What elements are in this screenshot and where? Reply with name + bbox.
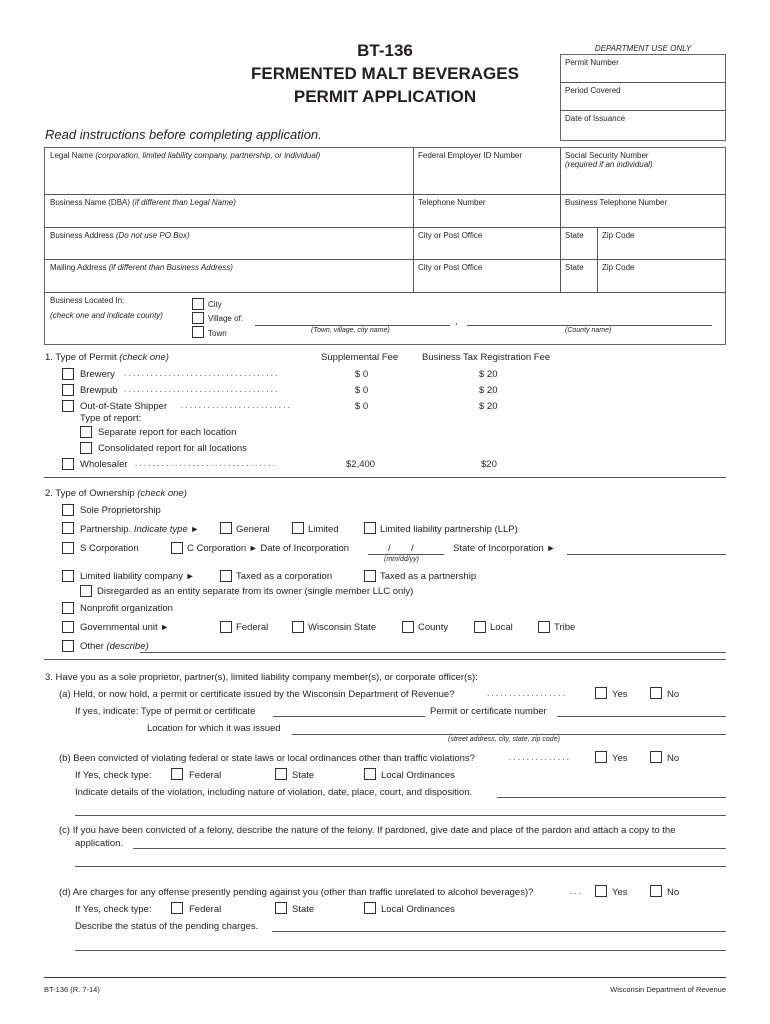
municipality-input[interactable] <box>255 325 450 326</box>
mailing-address-field[interactable]: Mailing Address (if different than Business Address) <box>50 263 233 272</box>
brewpub-dots: . . . . . . . . . . . . . . . . . . . . . . . . . . . . . . . . . . . <box>124 385 278 394</box>
s3a-dots: . . . . . . . . . . . . . . . . . . <box>487 689 565 698</box>
other-input[interactable] <box>140 652 726 653</box>
limited-checkbox[interactable] <box>292 522 304 534</box>
located-note: (check one and indicate county) <box>50 311 163 320</box>
instructions: Read instructions before completing application. <box>45 127 322 142</box>
form-title-line1: FERMENTED MALT BEVERAGES <box>251 64 519 83</box>
s3b-no-label: No <box>667 753 680 764</box>
divider <box>44 659 726 660</box>
s3b-dots: . . . . . . . . . . . . . . <box>509 753 570 762</box>
brewery-dots: . . . . . . . . . . . . . . . . . . . . . . . . . . . . . . . . . . . <box>124 369 278 378</box>
pending-charges-input-2[interactable] <box>75 950 726 951</box>
separate-report-label: Separate report for each location <box>98 427 237 438</box>
village-checkbox[interactable] <box>192 312 204 324</box>
wholesaler-label: Wholesaler <box>80 459 128 470</box>
taxed-part-checkbox[interactable] <box>364 570 376 582</box>
s3d-question: (d) Are charges for any offense presently pending against you (other than traffic unrelated to alcohol beverages)? <box>59 887 534 898</box>
county-checkbox[interactable] <box>402 621 414 633</box>
consolidated-report-checkbox[interactable] <box>80 442 92 454</box>
town-label: Town <box>208 329 227 338</box>
s3d-dots: . . . <box>570 887 582 896</box>
s3-question: 3. Have you as a sole proprietor, partner(s), limited liability company member(s), or corporate officer(s): <box>45 672 478 683</box>
s3b-state-checkbox[interactable] <box>275 768 287 780</box>
s3d-federal-label: Federal <box>189 904 222 915</box>
taxed-part-label: Taxed as a partnership <box>380 571 477 582</box>
oos-supp-fee: $ 0 <box>355 401 369 412</box>
s3a-question: (a) Held, or now hold, a permit or certificate issued by the Wisconsin Department of Revenue? <box>59 689 455 700</box>
date-issuance-label: Date of Issuance <box>565 114 626 123</box>
s3b-no-checkbox[interactable] <box>650 751 662 763</box>
s3d-no-checkbox[interactable] <box>650 885 662 897</box>
tribe-checkbox[interactable] <box>538 621 550 633</box>
general-label: General <box>236 524 270 535</box>
s3b-federal-checkbox[interactable] <box>171 768 183 780</box>
wisconsin-state-checkbox[interactable] <box>292 621 304 633</box>
state-inc-label: State of Incorporation ► <box>453 543 556 554</box>
wisconsin-state-label: Wisconsin State <box>308 622 377 633</box>
c-corp-checkbox[interactable] <box>171 542 183 554</box>
pending-charges-input[interactable] <box>272 931 726 932</box>
general-checkbox[interactable] <box>220 522 232 534</box>
s3b-check-type-label: If Yes, check type: <box>75 770 152 781</box>
mailing-city-field[interactable]: City or Post Office <box>418 263 483 272</box>
local-label: Local <box>490 622 513 633</box>
permit-number-label: Permit Number <box>565 58 619 67</box>
permit-type-label: If yes, indicate: Type of permit or certificate <box>75 706 256 717</box>
disregarded-checkbox[interactable] <box>80 585 92 597</box>
s-corp-checkbox[interactable] <box>62 542 74 554</box>
footer-divider <box>44 977 726 978</box>
llp-label: Limited liability partnership (LLP) <box>380 524 518 535</box>
s3d-no-label: No <box>667 887 680 898</box>
s3a-no-checkbox[interactable] <box>650 687 662 699</box>
county-label: County <box>418 622 449 633</box>
dept-use-box <box>560 54 726 141</box>
consolidated-report-label: Consolidated report for all locations <box>98 443 247 454</box>
s3b-local-checkbox[interactable] <box>364 768 376 780</box>
period-covered-label: Period Covered <box>565 86 621 95</box>
mailing-state-field[interactable]: State <box>565 263 584 272</box>
permit-number-field-label: Permit or certificate number <box>430 706 547 717</box>
oos-checkbox[interactable] <box>62 400 74 412</box>
s3b-federal-label: Federal <box>189 770 222 781</box>
wholesaler-dots: . . . . . . . . . . . . . . . . . . . . . . . . . . . . . . . . <box>135 459 276 468</box>
telephone-field[interactable]: Telephone Number <box>418 198 486 207</box>
brewery-checkbox[interactable] <box>62 368 74 380</box>
legal-name-field[interactable]: Legal Name (corporation, limited liability company, partnership, or individual) <box>50 151 321 160</box>
wholesaler-checkbox[interactable] <box>62 458 74 470</box>
s3a-yes-label: Yes <box>612 689 628 700</box>
s1-title: 1. Type of Permit (check one) <box>45 352 169 363</box>
oos-dots: . . . . . . . . . . . . . . . . . . . . . . . . . <box>181 401 290 410</box>
brewpub-label: Brewpub <box>80 385 118 396</box>
s3b-yes-checkbox[interactable] <box>595 751 607 763</box>
dept-use-title: DEPARTMENT USE ONLY <box>594 44 692 53</box>
s3c-question: (c) If you have been convicted of a felony, describe the nature of the felony. If pardoned, give date and place of the pardon and attach a copy to the <box>59 825 676 836</box>
s3b-question: (b) Been convicted of violating federal or state laws or local ordinances other than traffic violations? <box>59 753 475 764</box>
llp-checkbox[interactable] <box>364 522 376 534</box>
nonprofit-checkbox[interactable] <box>62 602 74 614</box>
s3d-state-label: State <box>292 904 315 915</box>
business-city-field[interactable]: City or Post Office <box>418 231 483 240</box>
s3d-check-type-label: If Yes, check type: <box>75 904 152 915</box>
llc-label: Limited liability company ► <box>80 571 195 582</box>
business-zip-field[interactable]: Zip Code <box>602 231 635 240</box>
sole-label: Sole Proprietorship <box>80 505 161 516</box>
county-caption: (County name) <box>565 327 612 334</box>
city-label: City <box>208 300 222 309</box>
business-telephone-field[interactable]: Business Telephone Number <box>565 198 668 207</box>
c-corp-label: C Corporation ► Date of Incorporation <box>187 543 350 554</box>
s3c-question-cont: application. <box>75 838 124 849</box>
mailing-zip-field[interactable]: Zip Code <box>602 263 635 272</box>
city-checkbox[interactable] <box>192 298 204 310</box>
sole-checkbox[interactable] <box>62 504 74 516</box>
brewpub-btr-fee: $ 20 <box>479 385 498 396</box>
separate-report-checkbox[interactable] <box>80 426 92 438</box>
permit-type-input[interactable] <box>273 716 425 717</box>
oos-btr-fee: $ 20 <box>479 401 498 412</box>
s-corp-label: S Corporation <box>80 543 139 554</box>
mmddyy-caption: (mm/dd/yy) <box>384 556 419 563</box>
s3d-federal-checkbox[interactable] <box>171 902 183 914</box>
s3b-local-label: Local Ordinances <box>381 770 455 781</box>
s3a-no-label: No <box>667 689 680 700</box>
date-slash-1: / <box>388 543 391 554</box>
s2-title: 2. Type of Ownership (check one) <box>45 488 187 499</box>
felony-input-2[interactable] <box>75 866 726 867</box>
disregarded-label: Disregarded as an entity separate from its owner (single member LLC only) <box>97 586 414 597</box>
violation-details-label: Indicate details of the violation, including nature of violation, date, place, court, and disposition. <box>75 787 473 798</box>
s3a-yes-checkbox[interactable] <box>595 687 607 699</box>
wholesaler-btr-fee: $20 <box>481 459 497 470</box>
ssn-field[interactable]: Social Security Number <box>565 151 649 160</box>
town-checkbox[interactable] <box>192 326 204 338</box>
supp-fee-header: Supplemental Fee <box>321 352 399 363</box>
gov-checkbox[interactable] <box>62 621 74 633</box>
taxed-corp-checkbox[interactable] <box>220 570 232 582</box>
gov-label: Governmental unit ► <box>80 622 170 633</box>
brewery-btr-fee: $ 20 <box>479 369 498 380</box>
s3d-state-checkbox[interactable] <box>275 902 287 914</box>
local-checkbox[interactable] <box>474 621 486 633</box>
s3d-yes-label: Yes <box>612 887 628 898</box>
s3d-yes-checkbox[interactable] <box>595 885 607 897</box>
state-inc-input[interactable] <box>567 554 726 555</box>
btr-fee-header: Business Tax Registration Fee <box>422 352 551 363</box>
partnership-label: Partnership. Indicate type ► <box>80 524 200 535</box>
footer-form-rev: BT-136 (R. 7-14) <box>44 985 100 994</box>
gov-federal-label: Federal <box>236 622 269 633</box>
s3d-local-checkbox[interactable] <box>364 902 376 914</box>
other-checkbox[interactable] <box>62 640 74 652</box>
oos-label: Out-of-State Shipper <box>80 401 168 412</box>
date-inc-input[interactable] <box>368 554 444 555</box>
business-state-field[interactable]: State <box>565 231 584 240</box>
s3d-local-label: Local Ordinances <box>381 904 455 915</box>
s3b-yes-label: Yes <box>612 753 628 764</box>
form-id: BT-136 <box>357 41 413 60</box>
address-caption: (street address, city, state, zip code) <box>448 736 560 743</box>
violation-details-input[interactable] <box>497 797 726 798</box>
town-caption: (Town, village, city name) <box>311 327 390 334</box>
taxed-corp-label: Taxed as a corporation <box>236 571 333 582</box>
comma: , <box>455 316 458 327</box>
permit-number-input[interactable] <box>557 716 726 717</box>
location-input[interactable] <box>292 734 726 735</box>
nonprofit-label: Nonprofit organization <box>80 603 173 614</box>
gov-federal-checkbox[interactable] <box>220 621 232 633</box>
brewpub-supp-fee: $ 0 <box>355 385 369 396</box>
form-title-line2: PERMIT APPLICATION <box>293 87 477 106</box>
dba-field[interactable]: Business Name (DBA) (if different than Legal Name) <box>50 198 236 207</box>
business-address-field[interactable]: Business Address (Do not use PO Box) <box>50 231 190 240</box>
divider <box>44 477 726 478</box>
ssn-note: (required if an individual) <box>565 160 653 169</box>
type-report-label: Type of report: <box>80 413 142 424</box>
county-input[interactable] <box>467 325 712 326</box>
felony-input[interactable] <box>133 848 726 849</box>
fein-field[interactable]: Federal Employer ID Number <box>418 151 523 160</box>
violation-details-input-2[interactable] <box>75 815 726 816</box>
located-in-label: Business Located In: <box>50 296 125 305</box>
footer-dept: Wisconsin Department of Revenue <box>610 985 726 994</box>
village-label: Village of: <box>208 314 243 323</box>
limited-label: Limited <box>308 524 339 535</box>
brewpub-checkbox[interactable] <box>62 384 74 396</box>
tribe-label: Tribe <box>554 622 576 633</box>
brewery-label: Brewery <box>80 369 115 380</box>
s3b-state-label: State <box>292 770 315 781</box>
other-label: Other (describe) <box>80 641 149 652</box>
wholesaler-supp-fee: $2,400 <box>346 459 376 470</box>
brewery-supp-fee: $ 0 <box>355 369 369 380</box>
partnership-checkbox[interactable] <box>62 522 74 534</box>
location-label: Location for which it was issued <box>147 723 281 734</box>
date-slash-2: / <box>411 543 414 554</box>
llc-checkbox[interactable] <box>62 570 74 582</box>
pending-charges-label: Describe the status of the pending charges. <box>75 921 259 932</box>
